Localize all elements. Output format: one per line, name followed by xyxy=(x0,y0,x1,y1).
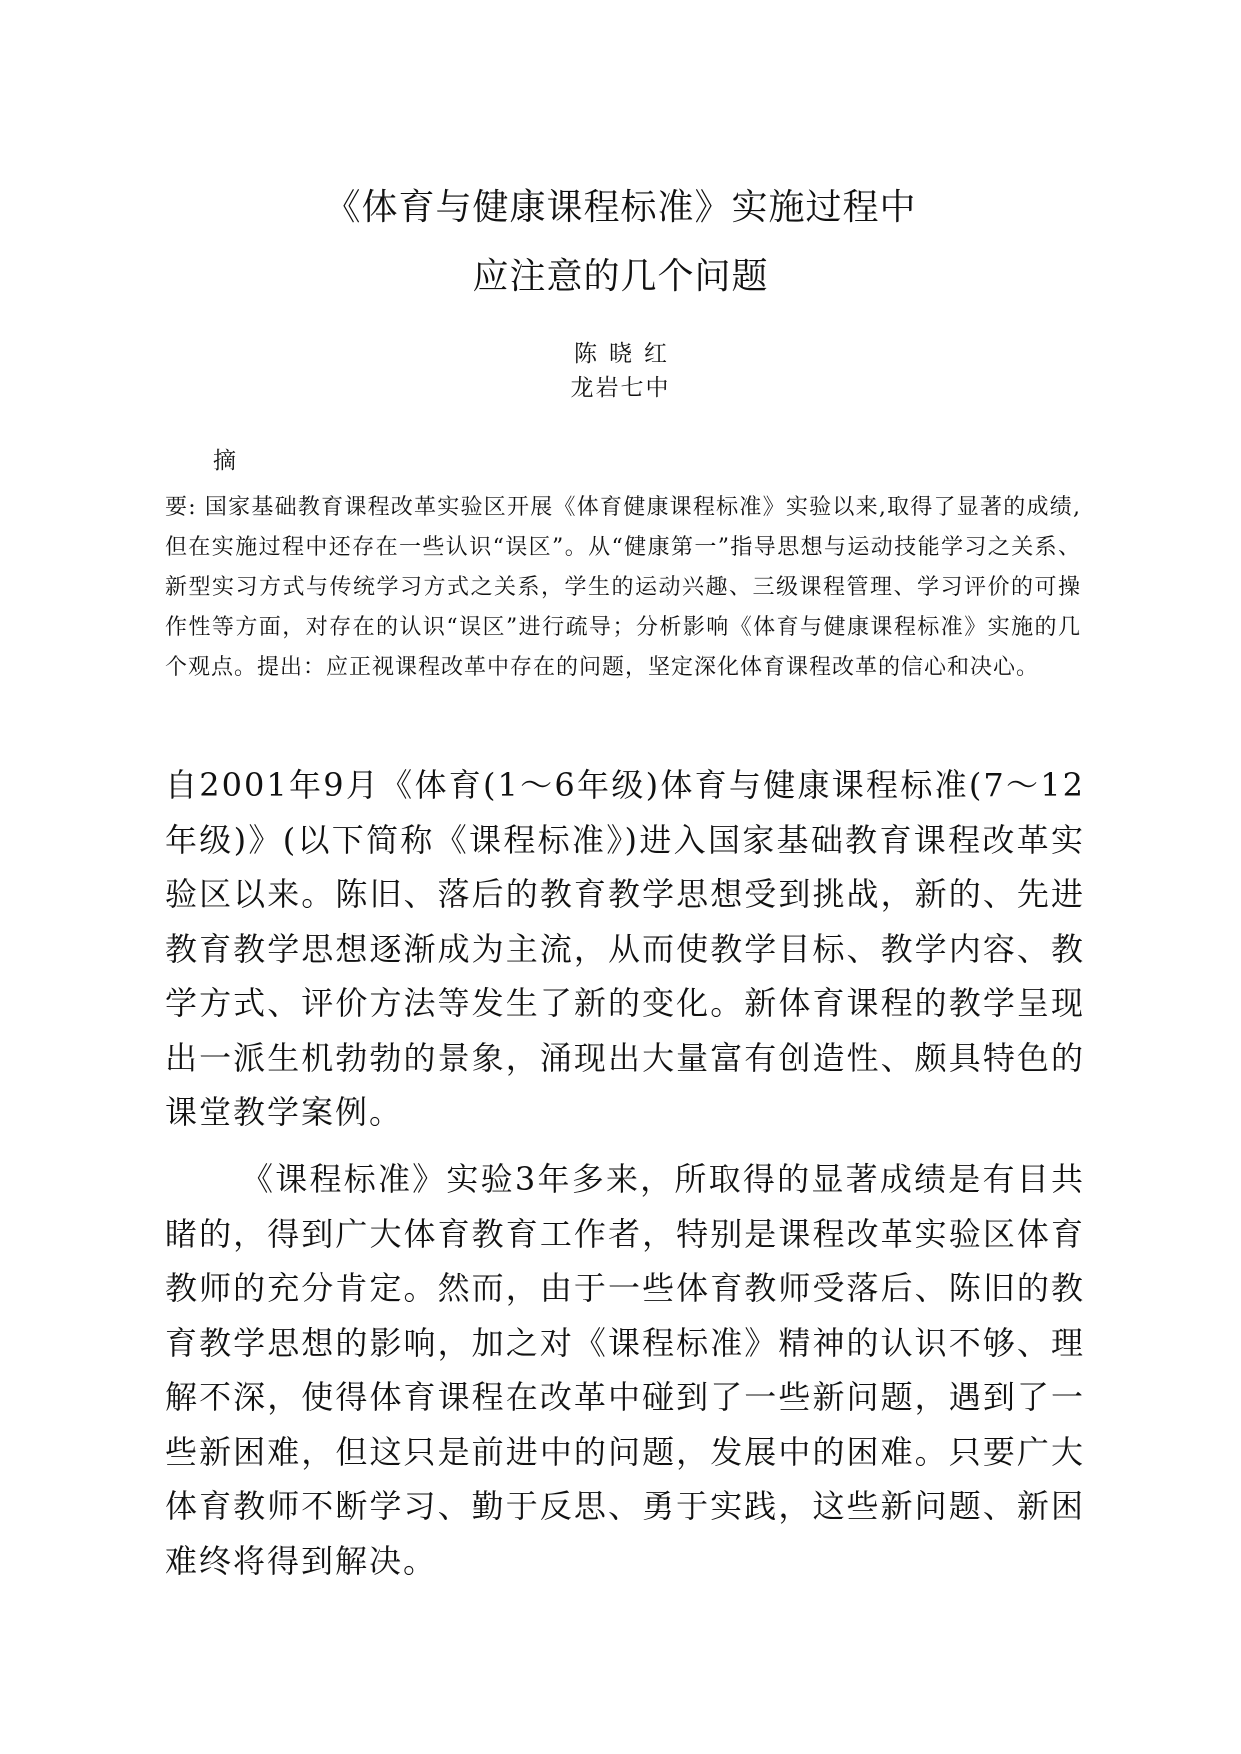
body-paragraph-1: 自2001年9月《体育(1～6年级)体育与健康课程标准(7～12年级)》(以下简称《课程标准》)进入国家基础教育课程改革实验区以来。陈旧、落后的教育教学思想受到挑战，新的、先进教育教学思想逐渐成为主流，从而使教学目标、教学内容、教学方式、评价方法等发生了新的变化。新体育课程的教学呈现出一派生机勃勃的景象，涌现出大量富有创造性、颇具特色的课堂教学案例。 xyxy=(165,766,1085,1131)
abstract-label: 摘 xyxy=(213,448,236,474)
title-line-1: 《体育与健康课程标准》实施过程中 xyxy=(324,187,917,228)
body-paragraph-2: 《课程标准》实验3年多来，所取得的显著成绩是有目共睹的，得到广大体育教育工作者，特别是课程改革实验区体育教师的充分肯定。然而，由于一些体育教师受落后、陈旧的教育教学思想的影响，加之对《课程标准》精神的认识不够、理解不深，使得体育课程在改革中碰到了一些新问题，遇到了一些新困难，但这只是前进中的问题，发展中的困难。只要广大体育教师不断学习、勤于反思、勇于实践，这些新问题、新困难终将得到解决。 xyxy=(165,1160,1085,1580)
author-name: 陈晓红 xyxy=(574,341,679,367)
title-line-2: 应注意的几个问题 xyxy=(472,256,769,297)
abstract-text: 要: 国家基础教育课程改革实验区开展《体育健康课程标准》实验以来,取得了显著的成绩,但在实施过程中还存在一些认识“误区”。从“健康第一”指导思想与运动技能学习之关系、新型实习方式与传统学习方式之关系，学生的运动兴趣、三级课程管理、学习评价的可操作性等方面，对存在的认识“误区”进行疏导；分析影响《体育与健康课程标准》实施的几个观点。提出：应正视课程改革中存在的问题，坚定深化体育课程改革的信心和决心。 xyxy=(165,495,1081,680)
author-affiliation: 龙岩七中 xyxy=(570,375,671,401)
